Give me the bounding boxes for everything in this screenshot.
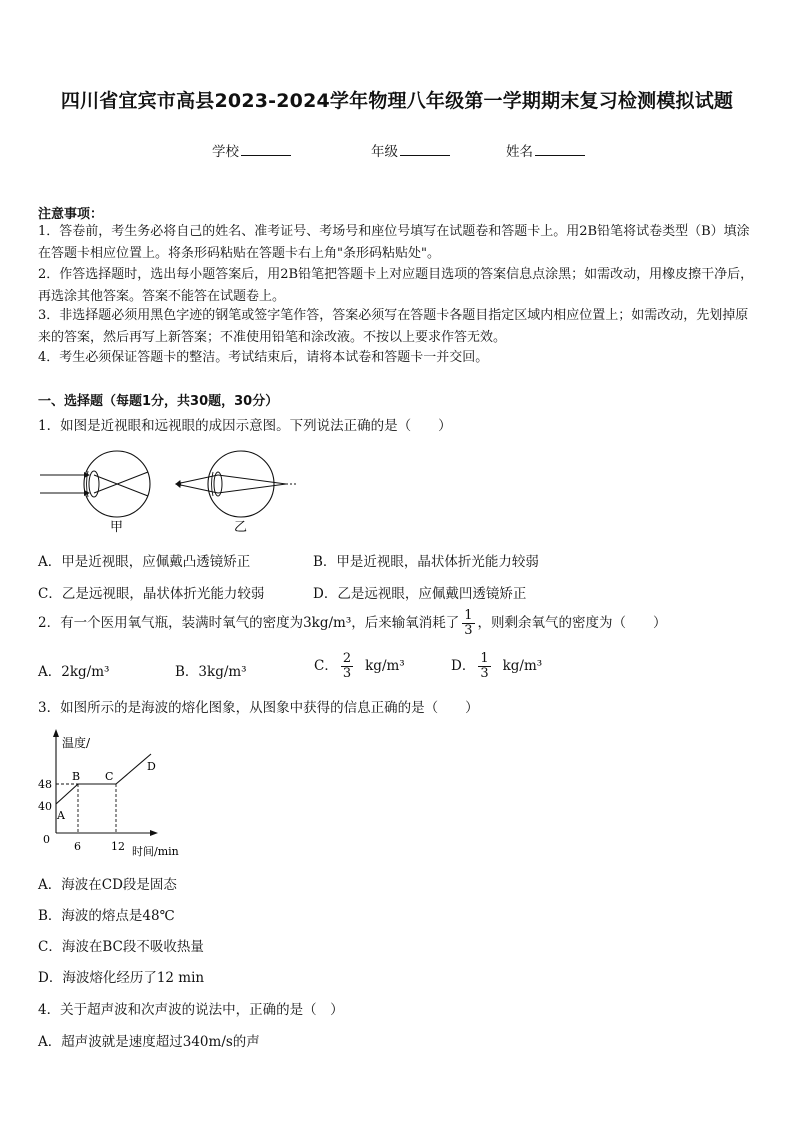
- eye-b-icon: [176, 451, 298, 517]
- section-heading: 一、选择题（每题1分，共30题，30分）: [38, 394, 279, 409]
- graph-point-b: B: [72, 770, 81, 783]
- graph-x6: 6: [74, 840, 81, 853]
- q3-option-b[interactable]: B．海波的熔点是48℃: [38, 908, 175, 924]
- question-4-stem: 4．关于超声波和次声波的说法中，正确的是（ ）: [38, 1002, 344, 1018]
- notice-item: 4．考生必须保证答题卡的整洁。考试结束后，请将本试卷和答题卡一并交回。: [38, 350, 489, 365]
- grade-label: 年级: [371, 144, 398, 160]
- question-3-stem: 3．如图所示的是海波的熔化图象，从图象中获得的信息正确的是（ ）: [38, 700, 479, 716]
- graph-point-d: D: [147, 760, 156, 773]
- school-blank[interactable]: [241, 143, 291, 156]
- graph-y40: 40: [38, 800, 52, 813]
- q2-option-c[interactable]: C． $\frac{2}{3}$ kg/m³: [314, 651, 405, 681]
- name-field[interactable]: [506, 140, 585, 160]
- eye-b-label: 乙: [234, 520, 248, 535]
- eye-diagram: [36, 444, 306, 536]
- graph-point-a: A: [57, 809, 65, 822]
- q3-option-c[interactable]: C．海波在BC段不吸收热量: [38, 939, 204, 955]
- q2-option-b[interactable]: B．3kg/m³: [175, 664, 247, 680]
- grade-blank[interactable]: [400, 143, 450, 156]
- graph-ylabel: 温度/: [62, 736, 91, 750]
- question-2-stem: [38, 608, 667, 638]
- q1-option-d[interactable]: D．乙是远视眼，应佩戴凹透镜矫正: [313, 586, 527, 602]
- q2-stem-pre: 2．有一个医用氧气瓶，装满时氧气的密度为3kg/m³，后来输氧消耗了: [38, 615, 460, 631]
- graph-y48: 48: [38, 778, 52, 791]
- notice-item: 3．非选择题必须用黑色字迹的钢笔或签字笔作答，答案必须写在答题卡各题目指定区域内相应位置上；如需改动，先划掉原来的答案，然后再写上新答案；不准使用铅笔和涂改液。不按以上要求作答无效。: [38, 308, 749, 345]
- name-blank[interactable]: [535, 143, 585, 156]
- school-field[interactable]: [212, 140, 291, 160]
- q4-option-a[interactable]: A．超声波就是速度超过340m/s的声: [38, 1034, 260, 1050]
- q2-fraction: $\frac{1}{3}$: [464, 608, 473, 638]
- school-label: 学校: [212, 144, 239, 160]
- eye-a-icon: [40, 451, 150, 517]
- notice-item: 1．答卷前，考生务必将自己的姓名、准考证号、考场号和座位号填写在试题卷和答题卡上。用2B铅笔将试卷类型（B）填涂在答题卡相应位置上。将条形码粘贴在答题卡右上角"条形码粘贴处"。: [38, 224, 750, 261]
- graph-x12: 12: [111, 840, 125, 853]
- grade-field[interactable]: [371, 140, 450, 160]
- q2-stem-post: ，则剩余氧气的密度为（ ）: [477, 615, 667, 631]
- graph-point-c: C: [105, 770, 114, 783]
- eye-a-label: 甲: [110, 520, 124, 535]
- q2-option-d[interactable]: D． $\frac{1}{3}$ kg/m³: [451, 651, 543, 681]
- q2-option-a[interactable]: A．2kg/m³: [38, 664, 110, 680]
- name-label: 姓名: [506, 144, 533, 160]
- q1-option-b[interactable]: B．甲是近视眼，晶状体折光能力较弱: [313, 554, 539, 570]
- notice-item: 2．作答选择题时，选出每小题答案后，用2B铅笔把答题卡上对应题目选项的答案信息点涂黑；如需改动，用橡皮擦干净后，再选涂其他答案。答案不能答在试题卷上。: [38, 267, 754, 304]
- question-1-stem: 1．如图是近视眼和远视眼的成因示意图。下列说法正确的是（ ）: [38, 418, 452, 434]
- q3-option-a[interactable]: A．海波在CD段是固态: [38, 877, 177, 893]
- melting-graph: [34, 727, 194, 865]
- graph-xlabel: 时间/min: [132, 845, 179, 858]
- q3-option-d[interactable]: D．海波熔化经历了12 min: [38, 970, 205, 986]
- q1-option-a[interactable]: A．甲是近视眼，应佩戴凸透镜矫正: [38, 554, 251, 570]
- q1-option-c[interactable]: C．乙是远视眼，晶状体折光能力较弱: [38, 586, 265, 602]
- notice-heading: 注意事项：: [38, 207, 104, 222]
- page-title: 四川省宜宾市高县2023-2024学年物理八年级第一学期期末复习检测模拟试题: [60, 90, 734, 112]
- graph-origin: 0: [43, 833, 50, 846]
